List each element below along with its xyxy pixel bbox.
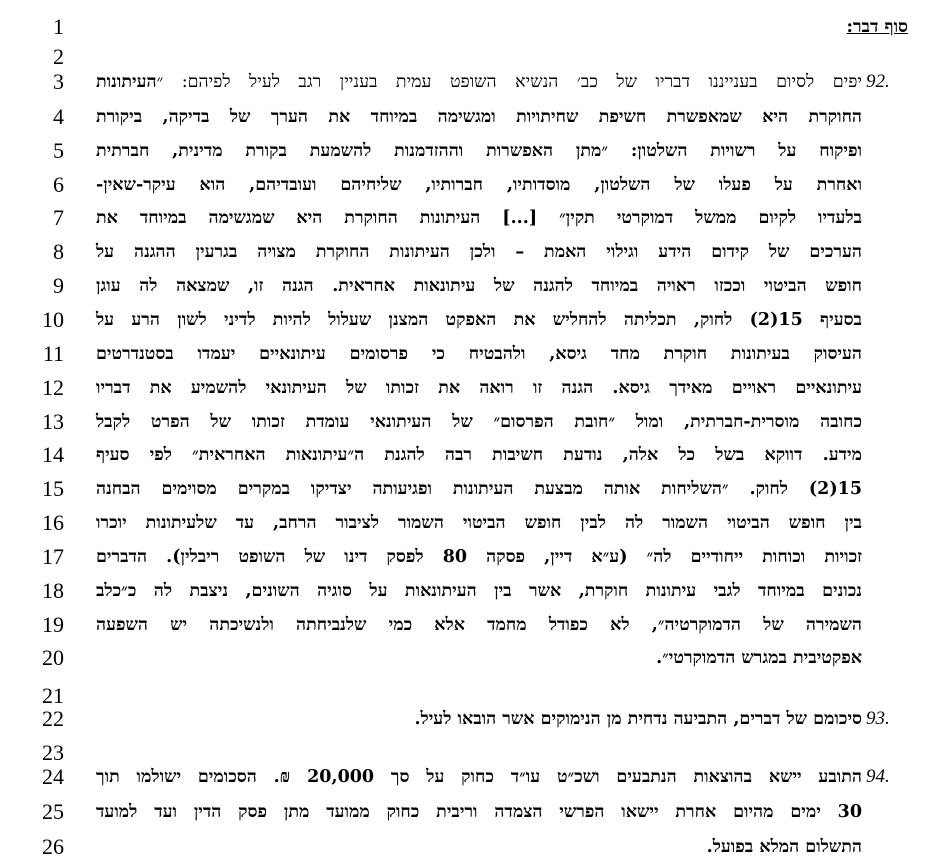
line-number: 24 (42, 764, 64, 789)
line-number: 4 (53, 104, 64, 129)
line-number: 9 (53, 273, 64, 298)
paragraph-line: כחובה מוסרית-חברתית, ומול ״חובת הפרסום״ של העיתונאי עומדת זכותו של הפרט לקבל (96, 412, 862, 432)
line-number: 19 (42, 612, 64, 637)
line-number: 22 (42, 706, 64, 731)
paragraph-line: עיתונאיים ראויים מאידך גיסא. הגנה זו רואה את זכותו של העיתונאי להשמיע את דבריו (96, 378, 862, 398)
line-number: 8 (53, 239, 64, 264)
paragraph-line: נכונים במיוחד לגבי עיתונות חוקרת, אשר בין העיתונאות על סוגיה השונים, ניצבת לה כ״כלב (96, 581, 862, 601)
line-number: 18 (42, 578, 64, 603)
quote-start: העיתונות (96, 72, 157, 92)
paragraph-line: החוקרת היא שמאפשרת חשיפת שחיתויות ומגשימה במיוחד את הערך של בדיקה, ביקורת (96, 107, 862, 127)
line-number: 20 (42, 645, 64, 670)
section-heading: סוף דבר: (846, 17, 908, 37)
line-number: 1 (53, 14, 64, 39)
line-number: 15 (42, 476, 64, 501)
paragraph-line: התשלום המלא בפועל. (706, 837, 862, 857)
line-number: 2 (53, 44, 64, 69)
paragraph-line: חופש הביטוי וככזו ראויה במיוחד להגנה של עיתונאות אחראית. הגנה זו, שמצאה לה עוגן (96, 276, 862, 296)
line-number: 11 (42, 341, 64, 366)
line-number: 17 (42, 544, 64, 569)
paragraph-line: 15(2) לחוק. ״השליחות אותה מבצעת העיתונות ופגיעותה יצדיקו במקרים מסוימים הבחנה (96, 479, 862, 499)
paragraph-number: 93. (866, 708, 890, 729)
paragraph-line: אפקטיבית במגרש הדמוקרטי״. (656, 648, 862, 668)
paragraph-line: 30 ימים מהיום אחרת יישאו הפרשי הצמדה וריבית כחוק ממועד מתן פסק הדין ועד למועד (96, 802, 862, 822)
line-number: 14 (42, 442, 64, 467)
paragraph-line: בסעיף 15(2) לחוק, תכליתה להחליש את האפקט המצנן שעלול להיות לדיני לשון הרע על (96, 310, 862, 330)
paragraph-line: העיסוק בעיתונות חוקרת מחד גיסא, ולהבטיח כי פרסומים עיתונאיים יעמדו בסטנדרטים (96, 344, 862, 364)
line-number: 25 (42, 799, 64, 824)
line-number: 3 (53, 69, 64, 94)
line-number: 26 (42, 834, 64, 859)
line-number: 10 (42, 307, 64, 332)
paragraph-number: 92. (866, 71, 890, 92)
paragraph-line: ואחרת על פעלו של השלטון, מוסדותיו, חברותיו, שליחיהם ועובדיהם, הוא עיקר-שאין- (96, 175, 862, 195)
paragraph-line: סיכומם של דברים, התביעה נדחית מן הנימוקים אשר הובאו לעיל. (414, 709, 862, 729)
line-number: 12 (42, 375, 64, 400)
paragraph-line: זכויות וכוחות ייחודיים לה״ (ע״א דיין, פסקה 80 לפסק דינו של השופט ריבלין). הדברים (96, 547, 862, 567)
line-number: 5 (53, 138, 64, 163)
paragraph-line: השמירה של הדמוקרטיה״, לא כפודל מחמד אלא כמי שלנביחתה ולנשיכתה יש השפעה (96, 615, 862, 635)
paragraph-line: בין חופש הביטוי השמור לה לבין חופש הביטוי השמור לציבור הרחב, עד שלעיתונות יוכרו (96, 513, 862, 533)
paragraph-line: התובע יישא בהוצאות הנתבעים ושכ״ט עו״ד כחוק על סך 20,000 ₪. הסכומים ישולמו תוך (96, 767, 862, 787)
paragraph-line: ופיקוח על רשויות השלטון: ״מתן האפשרות וההזדמנות להשמעת בקורת מדינית, חברתית (96, 141, 862, 161)
line-number: 23 (42, 740, 64, 765)
paragraph-line: הערכים של קידום הידע וגילוי האמת – ולכן העיתונות החוקרת מצויה בגרעין ההגנה על (96, 242, 862, 262)
line-number: 21 (42, 683, 64, 708)
paragraph-line (96, 71, 862, 93)
line-number: 13 (42, 409, 64, 434)
paragraph-line: מידע. דווקא בשל כל אלה, נודעת חשיבות רבה להגנת ה״עיתונאות האחראית״ לפי סעיף (96, 445, 862, 465)
line-number: 16 (42, 510, 64, 535)
paragraph-number: 94. (866, 766, 890, 787)
line-number: 7 (53, 205, 64, 230)
paragraph-intro: יפים לסיום בענייננו דבריו של כב׳ הנשיא השופט עמית בעניין רגב לעיל לפיהם: ״ (156, 72, 862, 92)
paragraph-line: בלעדיו לקיום ממשל דמוקרטי תקין״ [...] העיתונות החוקרת היא שמגשימה במיוחד את (96, 208, 862, 228)
line-number: 6 (53, 172, 64, 197)
